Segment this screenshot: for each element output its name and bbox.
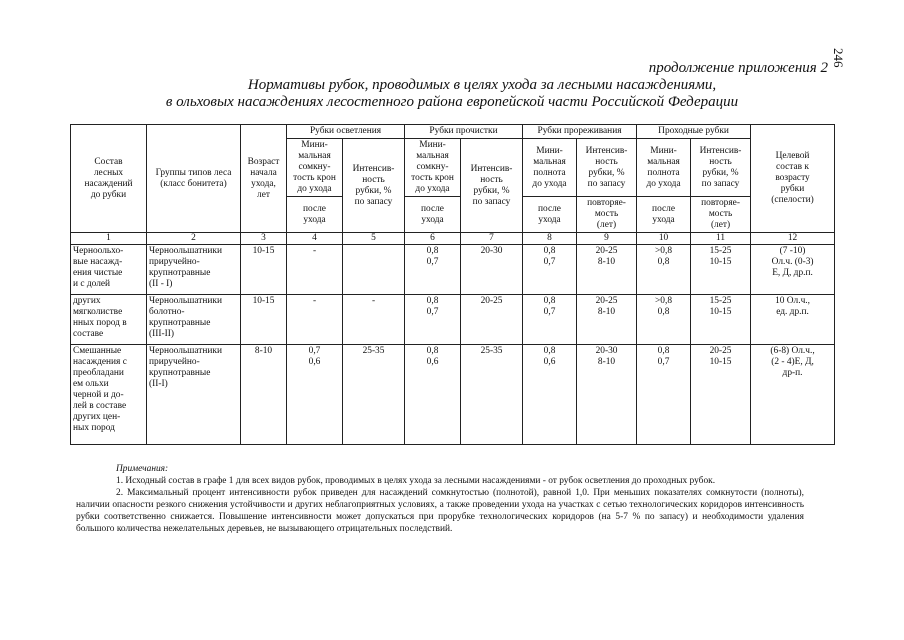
header-intensity-cleaning — [461, 139, 523, 233]
cell-line: лет — [257, 189, 270, 200]
column-number: 7 — [461, 233, 523, 245]
continuation-label: продолжение приложения 2 — [648, 60, 828, 76]
cell-line: ность — [480, 174, 503, 185]
cell-line: по запасу — [354, 196, 393, 207]
cell-composition — [71, 295, 147, 345]
cell-line: Интенсив- — [470, 163, 513, 174]
cell-line: 8-10 — [597, 357, 616, 367]
header-intensity-passage — [691, 139, 751, 197]
cell-line: по запасу — [587, 178, 626, 189]
column-number: 8 — [523, 233, 577, 245]
cell-c7 — [461, 295, 523, 345]
cell-line: 0,6 — [426, 357, 439, 367]
cell-line: (2 - 4)Е, Д, — [771, 357, 814, 367]
cell-line: Е, Д, др.п. — [772, 268, 813, 278]
cell-line: преобладани — [73, 368, 124, 378]
cell-line: рубки, % — [473, 185, 510, 196]
header-lightening: Рубки осветления — [287, 125, 405, 139]
notes-block — [76, 463, 804, 535]
cell-line: начала — [250, 167, 277, 178]
header-cleaning: Рубки прочистки — [405, 125, 523, 139]
cell-line: крупнотравные — [149, 268, 211, 278]
cell-c10 — [637, 345, 691, 445]
column-number: 9 — [577, 233, 637, 245]
cell-line: ных пород — [73, 423, 115, 433]
cell-line: 0,6 — [543, 357, 556, 367]
header-min-closure-lightening — [287, 139, 343, 197]
cell-line: (спелости) — [771, 195, 814, 205]
header-start-age — [241, 125, 287, 233]
table-row — [71, 245, 835, 295]
cell-line: рубки, % — [702, 167, 739, 178]
cell-line: полнота — [533, 167, 566, 178]
cell-c7 — [461, 345, 523, 445]
header-row-groups — [71, 125, 835, 139]
column-number: 11 — [691, 233, 751, 245]
cell-line: рубки, % — [355, 185, 392, 196]
cell-age: 10-15 — [241, 245, 287, 295]
cell-line: составе — [73, 329, 104, 339]
cell-line: до ухода — [532, 178, 567, 189]
cell-line: ухода — [303, 214, 326, 225]
cell-c10 — [637, 245, 691, 295]
column-number: 5 — [343, 233, 405, 245]
cell-line: ем ольхи — [73, 379, 109, 389]
cell-line: крупнотравные — [149, 368, 211, 378]
cell-line: ухода — [421, 214, 444, 225]
cell-line: 0,8 — [657, 307, 670, 317]
cell-line: Смешанные — [73, 346, 122, 356]
cell-line: (класс бонитета) — [160, 178, 227, 189]
cell-line: - — [371, 296, 376, 306]
cell-line: Группы типов леса — [155, 167, 232, 178]
cell-line: 0,8 — [657, 257, 670, 267]
header-repeat-thinning — [577, 197, 637, 233]
cell-line: (II - I) — [149, 279, 173, 289]
header-min-density-passage — [637, 139, 691, 197]
cell-line: до рубки — [90, 189, 127, 200]
cell-line: состав к — [776, 162, 809, 172]
cell-forest-type — [147, 245, 241, 295]
cell-line: 8-10 — [597, 257, 616, 267]
cell-line: - — [312, 296, 317, 306]
cell-line: 10 Ол.ч., — [775, 296, 810, 306]
cell-line: насаждения с — [73, 357, 127, 367]
column-number: 1 — [71, 233, 147, 245]
cell-line: по запасу — [472, 196, 511, 207]
cell-line: других — [73, 296, 101, 306]
header-min-closure-cleaning — [405, 139, 461, 197]
cell-line: 10-15 — [709, 307, 732, 317]
cell-line: ность — [709, 156, 732, 167]
table-title-line-1: Нормативы рубок, проводимых в целях ухода за лесными насаждениями, — [247, 77, 717, 93]
cell-c12 — [751, 245, 835, 295]
column-number: 2 — [147, 233, 241, 245]
cell-line: 0,8 — [543, 246, 556, 256]
cell-c9 — [577, 245, 637, 295]
cell-line: приручейно- — [149, 257, 200, 267]
cell-c8 — [523, 245, 577, 295]
cell-line: ность — [362, 174, 385, 185]
cell-line: рубки, % — [588, 167, 625, 178]
cell-line: мальная — [533, 156, 566, 167]
page-number: 246 — [831, 48, 846, 68]
cell-line: Черноольхо- — [73, 246, 124, 256]
cell-line: ения чистые — [73, 268, 123, 278]
cell-line: 15-25 — [709, 296, 732, 306]
cell-line: др-п. — [782, 368, 803, 378]
header-after-care-passage — [637, 197, 691, 233]
header-after-care-thinning — [523, 197, 577, 233]
cell-line: 20-30 — [480, 246, 503, 256]
cell-line: 0,8 — [426, 346, 439, 356]
cell-line: 0,7 — [543, 257, 556, 267]
header-intensity-thinning — [577, 139, 637, 197]
cell-line: лесных — [93, 167, 124, 178]
cell-line: до ухода — [297, 184, 332, 194]
cell-line: Мини- — [650, 145, 677, 156]
cell-c8 — [523, 345, 577, 445]
cell-line: Возраст — [247, 156, 280, 167]
column-number-row — [71, 233, 835, 245]
cell-line: ухода — [652, 214, 675, 225]
cell-line: 10-15 — [709, 257, 732, 267]
note-1: 1. Исходный состав в графе 1 для всех видов рубок, проводимых в целях ухода за лесными насаждениями - от рубок осветления до проходных рубок. — [116, 476, 716, 486]
cell-line: лей в составе — [73, 401, 127, 411]
cell-line: >0,8 — [655, 296, 673, 306]
cell-line: 0,8 — [426, 246, 439, 256]
cell-line: мальная — [298, 151, 331, 161]
cell-line: полнота — [647, 167, 680, 178]
cell-line: Интенсив- — [585, 145, 628, 156]
cell-line: после — [421, 203, 444, 214]
cell-line: повторяе- — [701, 198, 740, 208]
cell-line: ность — [595, 156, 618, 167]
cell-line: и с долей — [73, 279, 111, 289]
cell-line: - — [312, 246, 317, 256]
cell-line: 20-25 — [709, 346, 732, 356]
cell-line: (III-II) — [149, 329, 174, 339]
header-passage: Проходные рубки — [637, 125, 751, 139]
cell-line: 0,7 — [426, 307, 439, 317]
cell-line: ухода — [538, 214, 561, 225]
cell-line: 20-25 — [595, 246, 618, 256]
cell-line: мягколиствe — [73, 307, 123, 317]
header-min-density-thinning — [523, 139, 577, 197]
header-target-composition — [751, 125, 835, 233]
table-title-line-2: в ольховых насаждениях лесостепного района европейской части Российской Федерации — [165, 94, 739, 110]
cell-forest-type — [147, 295, 241, 345]
cell-c11 — [691, 245, 751, 295]
cell-line: мальная — [416, 151, 449, 161]
cell-line: рубки — [780, 184, 805, 194]
cell-c12 — [751, 295, 835, 345]
cell-composition — [71, 245, 147, 295]
cell-line: до ухода — [646, 178, 681, 189]
cell-c5 — [343, 245, 405, 295]
column-number: 12 — [751, 233, 835, 245]
cell-c9 — [577, 345, 637, 445]
norms-table — [70, 124, 835, 445]
cell-line: (лет) — [710, 220, 731, 230]
header-after-care-lightening — [287, 197, 343, 233]
header-after-care-cleaning — [405, 197, 461, 233]
cell-c4 — [287, 245, 343, 295]
cell-line: (7 -10) — [779, 246, 806, 256]
cell-line: Интенсив- — [699, 145, 742, 156]
column-number: 3 — [241, 233, 287, 245]
cell-line: 20-25 — [595, 296, 618, 306]
cell-line: Интенсив- — [352, 163, 395, 174]
cell-line: 20-25 — [480, 296, 503, 306]
table-row — [71, 345, 835, 445]
cell-line: Черноольшатники — [149, 296, 223, 306]
cell-c8 — [523, 295, 577, 345]
cell-c6 — [405, 345, 461, 445]
header-repeat-passage — [691, 197, 751, 233]
cell-line: 0,7 — [426, 257, 439, 267]
cell-c11 — [691, 345, 751, 445]
cell-line: мальная — [647, 156, 680, 167]
cell-line: ухода, — [251, 178, 276, 189]
cell-line: Черноольшатники — [149, 246, 223, 256]
header-forest-types — [147, 125, 241, 233]
cell-c4 — [287, 295, 343, 345]
cell-line: 0,7 — [657, 357, 670, 367]
cell-composition — [71, 345, 147, 445]
cell-line: 0,8 — [426, 296, 439, 306]
cell-c10 — [637, 295, 691, 345]
cell-line: 15-25 — [709, 246, 732, 256]
cell-line: Состав — [94, 156, 123, 167]
cell-line: 10-15 — [709, 357, 732, 367]
cell-line: 0,7 — [308, 346, 321, 356]
cell-line: 25-35 — [362, 346, 385, 356]
cell-line: вые насажд- — [73, 257, 123, 267]
table-row — [71, 295, 835, 345]
cell-c12 — [751, 345, 835, 445]
cell-line: 0,8 — [543, 346, 556, 356]
cell-line: (II-I) — [149, 379, 168, 389]
cell-line: (6-8) Ол.ч., — [770, 346, 815, 356]
cell-line: 0,8 — [657, 346, 670, 356]
cell-c5 — [343, 295, 405, 345]
notes-heading: Примечания: — [116, 464, 169, 474]
cell-line: нных пород в — [73, 318, 127, 328]
cell-line: мость — [708, 209, 733, 219]
cell-line: >0,8 — [655, 246, 673, 256]
cell-line: (лет) — [596, 220, 617, 230]
cell-line: других цен- — [73, 412, 121, 422]
cell-line: приручейно- — [149, 357, 200, 367]
cell-line: 0,7 — [543, 307, 556, 317]
cell-line: Ол.ч. (0-3) — [771, 257, 814, 267]
cell-line: болотно- — [149, 307, 185, 317]
cell-line: Черноольшатники — [149, 346, 223, 356]
note-2: 2. Максимальный процент интенсивности рубок приведен для насаждений сомкнутостью (полнотой), равной 1,0. При меньших показателях сомкнутости (полноты), наличии опасности резкого снижения устойчивости и других неблагоприятных условиях, а также проведении ухода на участках с сетью технологических коридоров интенсивность рубки соответственно снижается. Повышение интенсивности может допускаться при прорубке технологических коридоров (на 5-7 % по запасу) и необходимости удаления большого количества нежелательных деревьев, не вызывающего отрицательных последствий. — [76, 488, 804, 534]
cell-line: черной и до- — [73, 390, 124, 400]
cell-line: после — [652, 203, 675, 214]
cell-c6 — [405, 295, 461, 345]
cell-line: тость крон — [293, 173, 336, 183]
cell-c9 — [577, 295, 637, 345]
cell-age: 10-15 — [241, 295, 287, 345]
cell-line: 0,6 — [308, 357, 321, 367]
cell-line: насаждений — [84, 178, 133, 189]
cell-line: сомкну- — [298, 162, 331, 172]
cell-line: до ухода — [415, 184, 450, 194]
header-thinning: Рубки прореживания — [523, 125, 637, 139]
cell-c5 — [343, 345, 405, 445]
cell-c6 — [405, 245, 461, 295]
cell-c11 — [691, 295, 751, 345]
cell-age: 8-10 — [241, 345, 287, 445]
header-intensity-lightening — [343, 139, 405, 233]
header-composition — [71, 125, 147, 233]
cell-line: ед. др.п. — [776, 307, 809, 317]
cell-line: тость крон — [411, 173, 454, 183]
cell-line: 0,8 — [543, 296, 556, 306]
cell-line: возрасту — [775, 173, 810, 183]
cell-line: 25-35 — [480, 346, 503, 356]
cell-line: Мини- — [419, 140, 446, 150]
column-number: 10 — [637, 233, 691, 245]
cell-line: Целевой — [775, 151, 810, 161]
cell-line: повторяе- — [587, 198, 626, 208]
cell-line: 8-10 — [597, 307, 616, 317]
cell-c7 — [461, 245, 523, 295]
cell-line: после — [538, 203, 561, 214]
cell-line: Мини- — [301, 140, 328, 150]
cell-line: по запасу — [701, 178, 740, 189]
cell-line: мость — [594, 209, 619, 219]
cell-c4 — [287, 345, 343, 445]
cell-line: Мини- — [536, 145, 563, 156]
column-number: 4 — [287, 233, 343, 245]
cell-line: крупнотравные — [149, 318, 211, 328]
column-number: 6 — [405, 233, 461, 245]
cell-line: сомкну- — [416, 162, 449, 172]
cell-forest-type — [147, 345, 241, 445]
cell-line: 20-30 — [595, 346, 618, 356]
cell-line: после — [303, 203, 326, 214]
